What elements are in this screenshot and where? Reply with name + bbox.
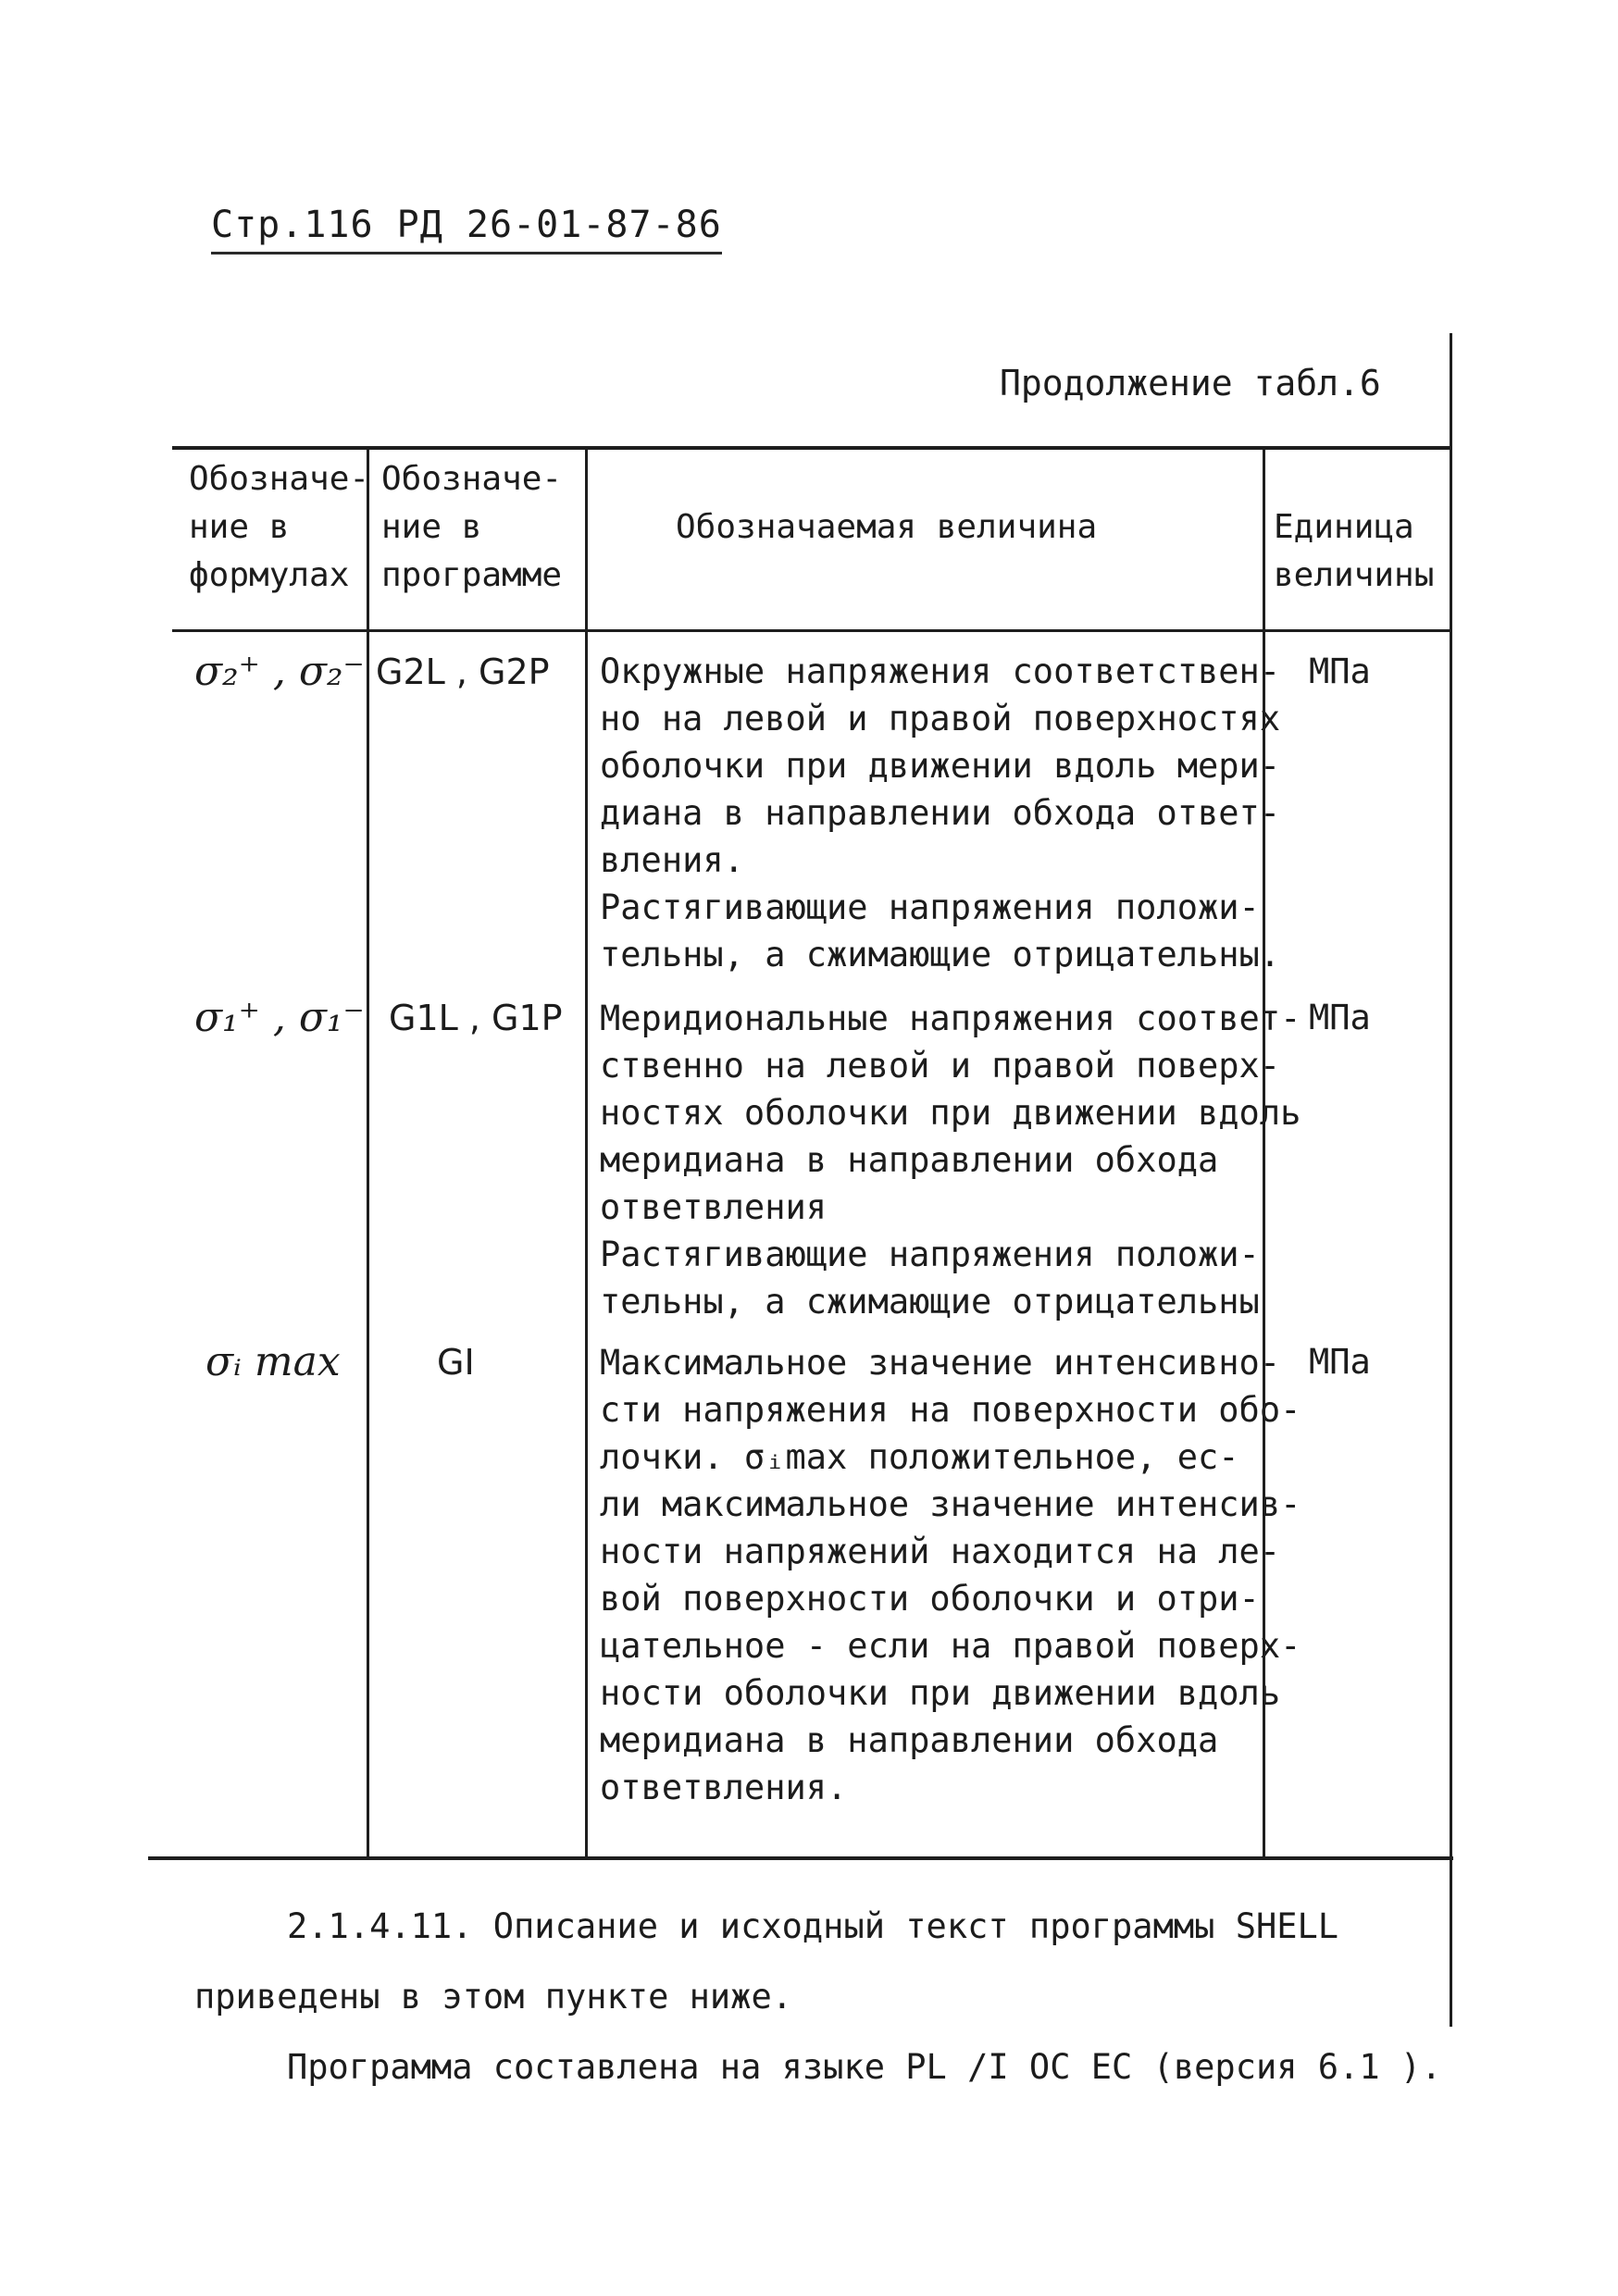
row1-formula-symbol: σ₂⁺ , σ₂⁻: [194, 648, 365, 695]
paragraph-2-1-4-11-line1: 2.1.4.11. Описание и исходный текст программы SHELL: [287, 1906, 1339, 1946]
table-continuation-label: Продолжение табл.6: [1000, 363, 1381, 403]
row3-program-symbol: GI: [437, 1342, 475, 1383]
row2-formula-symbol: σ₁⁺ , σ₁⁻: [194, 994, 365, 1041]
row3-description: Максимальное значение интенсивно- сти напряжения на поверхности обо- лочки. σᵢmax положительное, ес- ли максимальное значение интенсив- ности напряжений находится на ле- вой поверхности оболочки и отри- цательное - если на правой поверх- ности оболочки при движении вдоль меридиана в направлении обхода ответвления.: [600, 1343, 1301, 1807]
row2-description: Меридиональные напряжения соответ- ственно на левой и правой поверх- ностях оболочки при движении вдоль меридиана в направлении обхода ответвления Растягивающие напряжения положи- тельны, а сжимающие отрицательны: [600, 999, 1301, 1322]
row1-description: Окружные напряжения соответствен- но на левой и правой поверхностях оболочки при движении вдоль мери- диана в направлении обхода ответ- вления. Растягивающие напряжения положи- тельны, а сжимающие отрицательны.: [600, 652, 1281, 974]
paragraph-program-language: Программа составлена на языке PL /I ОС ЕС (версия 6.1 ).: [287, 2047, 1442, 2087]
header-formula-designation: Обозначе- ние в формулах: [189, 460, 370, 594]
row2-program-symbol: G1L , G1P: [389, 998, 563, 1038]
right-margin-line: [1450, 333, 1452, 2027]
column-divider-2: [585, 446, 588, 1858]
row3-unit: МПа: [1309, 1342, 1371, 1382]
header-designated-quantity: Обозначаемая величина: [676, 508, 1098, 546]
row2-unit: МПа: [1309, 998, 1371, 1037]
table-bottom-rule: [148, 1856, 1453, 1860]
header-program-designation: Обозначе- ние в программе: [381, 460, 563, 594]
row3-formula-symbol: σᵢ max: [205, 1338, 341, 1385]
header-unit: Единица величины: [1274, 508, 1435, 594]
row1-unit: МПа: [1309, 652, 1371, 691]
paragraph-2-1-4-11-line2: приведены в этом пункте ниже.: [194, 1977, 793, 2017]
table-top-rule: [172, 446, 1451, 450]
column-divider-1: [367, 446, 369, 1858]
row1-program-symbol: G2L , G2P: [376, 652, 550, 692]
table-header-rule: [172, 629, 1451, 632]
page-header: Стр.116 РД 26-01-87-86: [211, 204, 722, 254]
